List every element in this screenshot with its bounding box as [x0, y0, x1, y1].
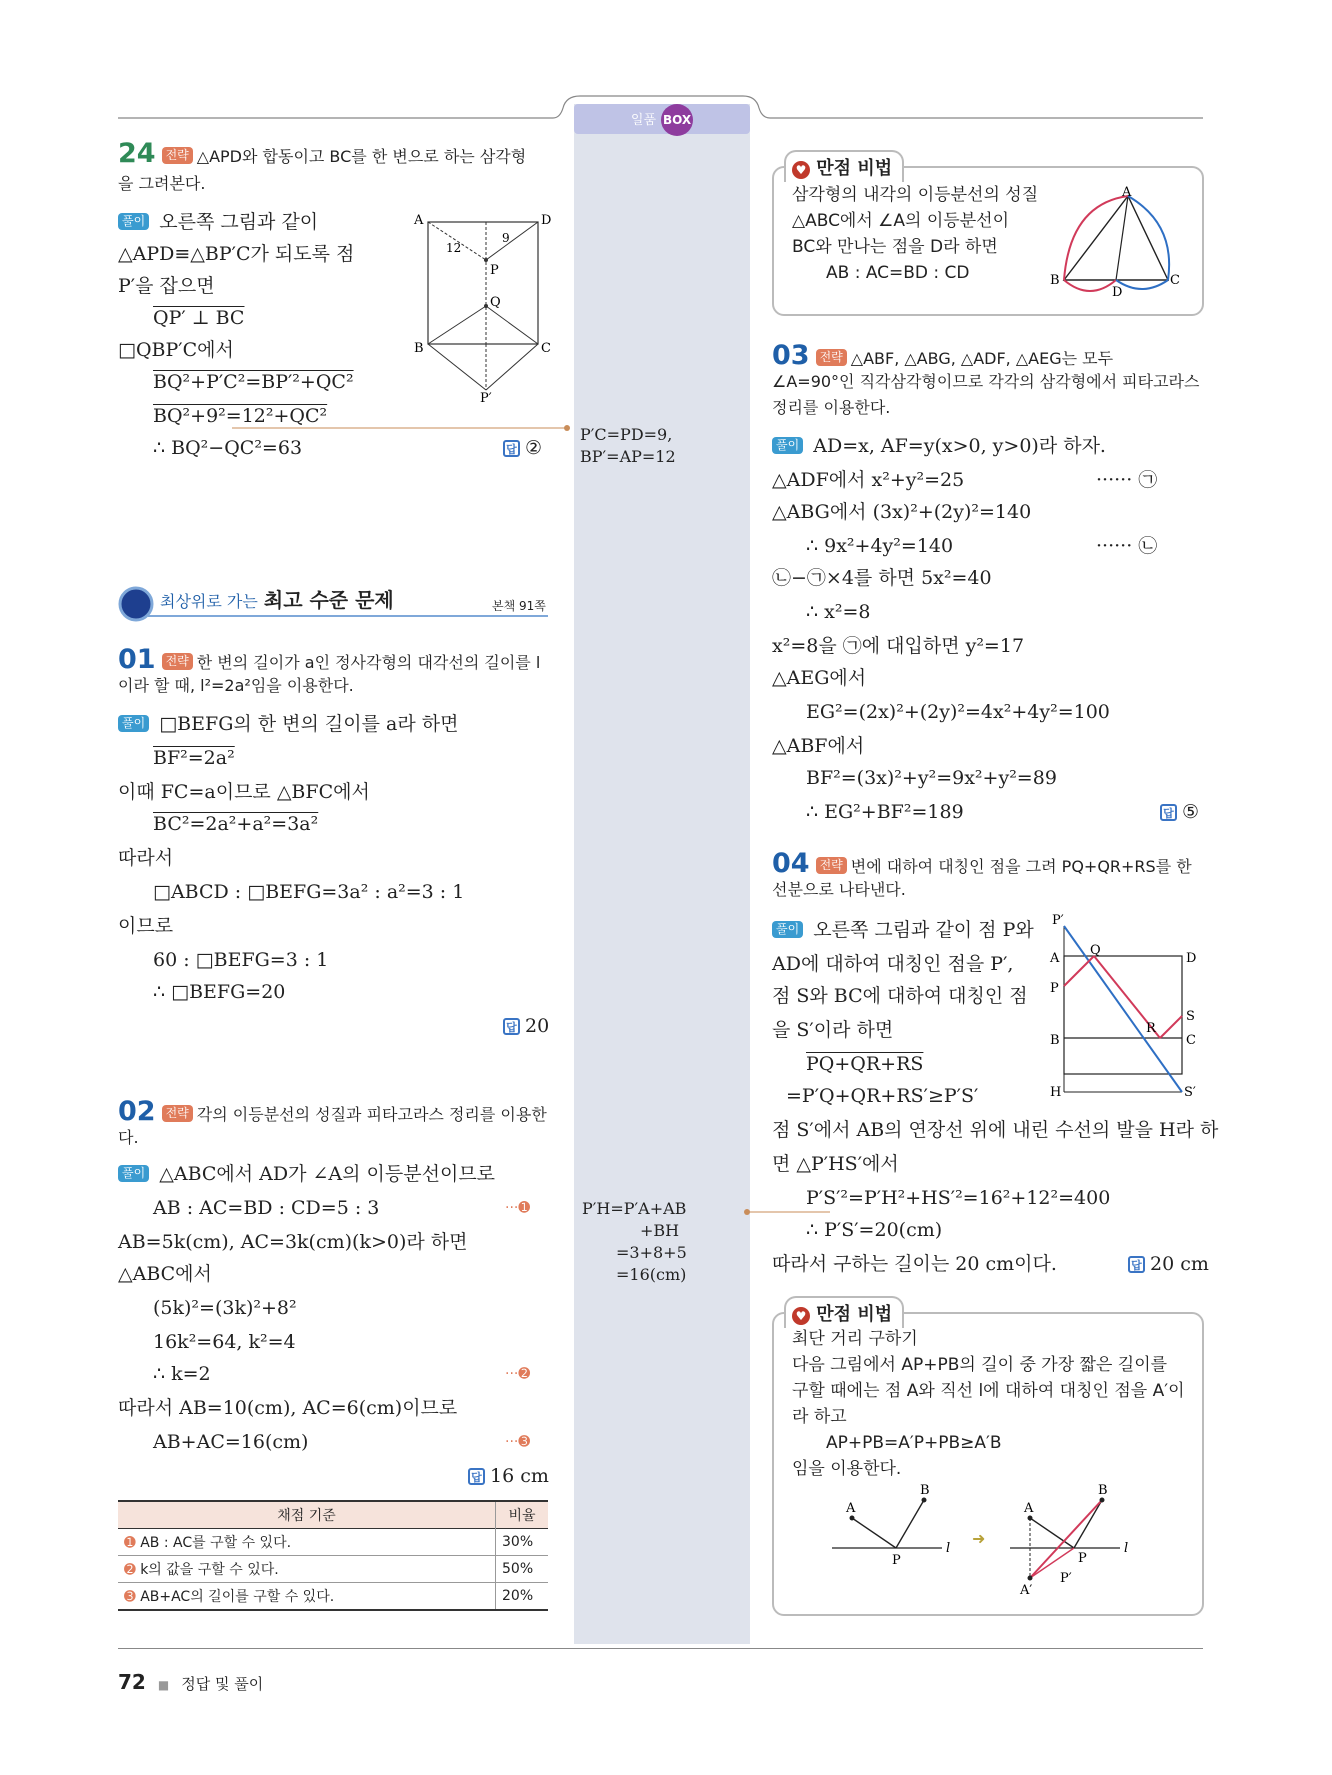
fig24-label-B: B [414, 341, 424, 356]
q02-side-note-2: +BH [640, 1221, 680, 1240]
strategy-tag: 전략 [816, 857, 847, 874]
table-text: k의 값을 구할 수 있다. [140, 1562, 279, 1578]
fig24-label-D: D [541, 213, 552, 228]
q01-line-2: BF²=2a² [153, 747, 235, 769]
q24-figure [410, 212, 552, 406]
q02-strategy-text: 각의 이등분선의 성질과 피타고라스 정리를 이용한 [196, 1105, 547, 1124]
q01-strategy-text: 한 변의 길이가 a인 정사각형의 대각선의 길이를 l [196, 653, 541, 672]
q24-line-8: ∴ BQ²−QC²=63 [153, 437, 303, 459]
fig04-label-B: B [1050, 1033, 1060, 1048]
tip1-line-2: △ABC에서 ∠A의 이등분선이 [792, 211, 1009, 231]
solution-tag: 풀이 [118, 715, 149, 732]
q04-line-6: =P′Q+QR+RS′≥P′S′ [786, 1085, 979, 1107]
fig24-label-A: A [414, 213, 424, 228]
footer [118, 1670, 263, 1697]
q01-line-6: □ABCD : □BEFG=3a² : a²=3 : 1 [153, 881, 465, 903]
q03-line-10: △ABF에서 [772, 735, 865, 757]
table-ratio: 20% [502, 1588, 534, 1604]
fig-tip2-label-P: P [892, 1553, 901, 1568]
q01-line-7: 이므로 [118, 915, 174, 937]
table-ratio: 30% [502, 1534, 534, 1550]
q04-text-1: 오른쪽 그림과 같이 점 P와 [813, 919, 1034, 941]
band-header [574, 104, 750, 134]
answer-icon: 답 [1160, 804, 1177, 821]
q24-side-note-2: BP′=AP=12 [580, 447, 676, 466]
tip-tab-1 [784, 150, 904, 182]
page-number: 72 [118, 1670, 146, 1694]
fig-tip2-label-A2: A [1024, 1501, 1034, 1516]
q24-line-4: QP′ ⊥ BC [153, 307, 245, 329]
fig-tip1-label-D: D [1112, 285, 1123, 300]
q02-mark-1: ···➊ [505, 1200, 531, 1216]
q02-strategy-2: 다. [118, 1128, 139, 1147]
q04-figure [1050, 913, 1200, 1100]
q02-answer-value: 16 cm [490, 1465, 549, 1487]
section-title-big: 최고 수준 문제 [263, 588, 394, 612]
q02-line-4: △ABC에서 [118, 1263, 212, 1285]
q02-line-9: AB+AC=16(cm) [153, 1431, 309, 1453]
q04-line-9: P′S′²=P′H²+HS′²=16²+12²=400 [806, 1187, 1111, 1209]
fig04-label-P: P [1050, 981, 1059, 996]
q03-line-12: ∴ EG²+BF²=189 [806, 801, 964, 823]
q04-answer-value: 20 cm [1150, 1253, 1209, 1275]
footer-text: 정답 및 풀이 [181, 1675, 264, 1693]
fig-tip2-label-l: l [946, 1541, 951, 1556]
fig-tip1-label-C: C [1170, 273, 1180, 288]
strategy-tag: 전략 [816, 349, 847, 366]
q01-answer-value: 20 [525, 1015, 550, 1037]
table-ratio: 50% [502, 1561, 534, 1577]
scoring-table [118, 1500, 548, 1611]
q03-line-1 [772, 434, 1106, 458]
q04-line-2: AD에 대하여 대칭인 점을 P′, [772, 953, 1014, 975]
fig04-label-Q: Q [1090, 943, 1101, 958]
q03-strategy-2: ∠A=90°인 직각삼각형이므로 각각의 삼각형에서 피타고라스 [772, 372, 1200, 391]
table-mark: ➋ [124, 1562, 136, 1578]
tip2-line-3: 구할 때에는 점 A와 직선 l에 대하여 대칭인 점을 A′이 [792, 1381, 1185, 1401]
q03-line-5: ㉡−㉠×4를 하면 5x²=40 [772, 567, 992, 589]
fig24-label-P: P [490, 263, 499, 278]
q24-line-1 [118, 210, 318, 234]
fig-tip2-label-Ap: A′ [1020, 1583, 1033, 1598]
fig04-label-Pp: P′ [1052, 913, 1064, 928]
tip2-line-1: 최단 거리 구하기 [792, 1329, 918, 1349]
fig24-label-Pp: P′ [480, 391, 492, 406]
solution-tag: 풀이 [772, 437, 803, 454]
fig04-label-R: R [1146, 1021, 1156, 1036]
table-row [118, 1583, 548, 1611]
q01-line-1 [118, 712, 458, 736]
strategy-tag: 전략 [162, 147, 193, 164]
q04-line-1 [772, 918, 1034, 942]
q02-line-5: (5k)²=(3k)²+8² [153, 1297, 297, 1319]
fig04-label-H: H [1050, 1085, 1062, 1100]
solution-tag: 풀이 [772, 921, 803, 938]
center-band [574, 104, 750, 1644]
footer-dot: ■ [157, 1678, 170, 1692]
q24-side-note-1: P′C=PD=9, [580, 425, 673, 444]
q24-strategy [118, 138, 527, 169]
answer-icon: 답 [468, 1468, 485, 1485]
tip2-figure [820, 1482, 1160, 1602]
q03-line-2: △ADF에서 x²+y²=25 [772, 469, 965, 491]
q03-line-8: △AEG에서 [772, 667, 867, 689]
table-text: AB+AC의 길이를 구할 수 있다. [140, 1589, 335, 1605]
fig04-label-Sp: S′ [1184, 1085, 1196, 1100]
fig04-label-S: S [1186, 1009, 1195, 1024]
q04-strategy-2: 선분으로 나타낸다. [772, 880, 906, 899]
q03-strategy-3: 정리를 이용한다. [772, 398, 891, 417]
tip2-line-6: 임을 이용한다. [792, 1459, 902, 1479]
q04-line-10: ∴ P′S′=20(cm) [806, 1219, 943, 1241]
q03-strategy-text: △ABF, △ABG, △ADF, △AEG는 모두 [850, 349, 1114, 368]
section-title-small: 최상위로 가는 [160, 592, 258, 611]
fig04-label-C: C [1186, 1033, 1196, 1048]
q04-answer [1128, 1252, 1209, 1276]
tip1-line-1: 삼각형의 내각의 이등분선의 성질 [792, 185, 1039, 205]
q04-line-3: 점 S와 BC에 대하여 대칭인 점 [772, 985, 1028, 1007]
q01-strategy [118, 644, 541, 675]
tip-tab-label: 만점 비법 [816, 1304, 893, 1325]
q03-mark-1: ······ ㉠ [1096, 469, 1158, 491]
arrow-right-icon: ➜ [972, 1529, 986, 1548]
tip2-line-2: 다음 그림에서 AP+PB의 길이 중 가장 짧은 길이를 [792, 1355, 1168, 1375]
tip1-figure [1050, 184, 1180, 300]
fig24-label-12: 12 [446, 241, 462, 255]
table-header-ratio: 비율 [496, 1501, 549, 1529]
q03-text-1: AD=x, AF=y(x>0, y>0)라 하자. [813, 435, 1106, 457]
tip2-line-5: AP+PB=A′P+PB≥A′B [826, 1433, 1002, 1453]
fig04-label-A: A [1050, 951, 1060, 966]
tip1-line-4: AB : AC=BD : CD [826, 263, 970, 283]
section-title [160, 588, 394, 614]
q02-side-note-4: =16(cm) [616, 1265, 687, 1284]
tip1-line-3: BC와 만나는 점을 D라 하면 [792, 237, 998, 257]
q24-strategy-text: △APD와 합동이고 BC를 한 변으로 하는 삼각형 [196, 147, 527, 166]
q04-line-5: PQ+QR+RS [806, 1053, 924, 1075]
q03-strategy [772, 340, 1114, 371]
table-mark: ➊ [124, 1535, 136, 1551]
table-row [118, 1529, 548, 1556]
q02-mark-3: ···➌ [505, 1434, 531, 1450]
q01-text-1: □BEFG의 한 변의 길이를 a라 하면 [159, 713, 459, 735]
q24-connector [232, 422, 572, 434]
q03-mark-2: ······ ㉡ [1096, 535, 1158, 557]
q04-line-7: 점 S′에서 AB의 연장선 위에 내린 수선의 발을 H라 하 [772, 1119, 1219, 1141]
q02-number: 02 [118, 1096, 156, 1127]
q24-line-7: BQ²+9²=12²+QC² [153, 405, 328, 427]
tip-tab-2 [784, 1296, 904, 1328]
q02-line-3: AB=5k(cm), AC=3k(cm)(k>0)라 하면 [118, 1231, 468, 1253]
table-row [118, 1556, 548, 1583]
table-header-criteria: 채점 기준 [118, 1501, 496, 1529]
table-text: AB : AC를 구할 수 있다. [140, 1535, 292, 1551]
answer-icon: 답 [1128, 1256, 1145, 1273]
q01-answer [503, 1014, 549, 1038]
section-ref: 본책 91쪽 [492, 599, 546, 613]
q03-number: 03 [772, 340, 810, 371]
fig24-label-C: C [541, 341, 551, 356]
q24-number: 24 [118, 138, 156, 169]
q04-strategy-text: 변에 대하여 대칭인 점을 그려 PQ+QR+RS를 한 [850, 857, 1192, 876]
q01-line-4: BC²=2a²+a²=3a² [153, 813, 319, 835]
fig-tip2-label-B: B [920, 1483, 930, 1498]
fig-tip2-label-A: A [846, 1501, 856, 1516]
answer-icon: 답 [503, 440, 520, 457]
q04-line-11: 따라서 구하는 길이는 20 cm이다. [772, 1253, 1057, 1275]
q01-line-9: ∴ □BEFG=20 [153, 981, 286, 1003]
bulb-icon: ♥ [792, 161, 810, 179]
box-badge: BOX [661, 104, 693, 136]
fig24-label-9: 9 [502, 231, 510, 245]
q03-answer [1160, 800, 1199, 824]
fig24-label-Q: Q [490, 295, 501, 310]
q01-line-3: 이때 FC=a이므로 △BFC에서 [118, 781, 370, 803]
q04-line-8: 면 △P′HS′에서 [772, 1153, 899, 1175]
solution-tag: 풀이 [118, 213, 149, 230]
bulb-icon: ♥ [792, 1307, 810, 1325]
q02-strategy [118, 1096, 547, 1127]
fig-tip2-label-B2: B [1098, 1483, 1108, 1498]
q01-line-5: 따라서 [118, 847, 174, 869]
q24-line-6: BQ²+P′C²=BP′²+QC² [153, 371, 354, 393]
fig-tip2-label-P2: P [1078, 1551, 1087, 1566]
footer-rule [118, 1648, 1203, 1649]
q03-line-3: △ABG에서 (3x)²+(2y)²=140 [772, 501, 1032, 523]
q03-line-11: BF²=(3x)²+y²=9x²+y²=89 [806, 767, 1057, 789]
q24-line-2: △APD≡△BP′C가 되도록 점 [118, 243, 355, 265]
q03-line-7: x²=8을 ㉠에 대입하면 y²=17 [772, 635, 1025, 657]
tip2-line-4: 라 하고 [792, 1407, 847, 1427]
q03-line-6: ∴ x²=8 [806, 601, 871, 623]
q02-line-1 [118, 1162, 495, 1186]
q24-line-5: □QBP′C에서 [118, 339, 234, 361]
fig-tip1-label-A: A [1122, 185, 1132, 200]
q03-line-9: EG²=(2x)²+(2y)²=4x²+4y²=100 [806, 701, 1110, 723]
q01-strategy-2: 이라 할 때, l²=2a²임을 이용한다. [118, 676, 354, 695]
fig-tip2-label-l2: l [1124, 1541, 1129, 1556]
solution-tag: 풀이 [118, 1165, 149, 1182]
q01-line-8: 60 : □BEFG=3 : 1 [153, 949, 329, 971]
q24-text-1: 오른쪽 그림과 같이 [159, 211, 319, 233]
q02-side-note-3: =3+8+5 [616, 1243, 687, 1262]
q02-text-1: △ABC에서 AD가 ∠A의 이등분선이므로 [159, 1163, 496, 1185]
q04-line-4: 을 S′이라 하면 [772, 1019, 894, 1041]
q02-line-2: AB : AC=BD : CD=5 : 3 [153, 1197, 380, 1219]
q24-strategy-2: 을 그려본다. [118, 174, 206, 193]
q02-answer [468, 1464, 549, 1488]
q02-mark-2: ···➋ [505, 1366, 531, 1382]
q03-line-4: ∴ 9x²+4y²=140 [806, 535, 954, 557]
q24-answer [503, 436, 542, 460]
table-mark: ➌ [124, 1589, 136, 1605]
strategy-tag: 전략 [162, 1105, 193, 1122]
q24-answer-value: ② [525, 437, 543, 459]
q02-line-7: ∴ k=2 [153, 1363, 211, 1385]
q03-answer-value: ⑤ [1182, 801, 1200, 823]
band-label: 일품 [630, 113, 657, 128]
q01-number: 01 [118, 644, 156, 675]
answer-icon: 답 [503, 1018, 520, 1035]
fig-tip1-label-B: B [1050, 273, 1060, 288]
fig04-label-D: D [1186, 951, 1197, 966]
tip-tab-label: 만점 비법 [816, 158, 893, 179]
q02-side-note-1: P′H=P′A+AB [582, 1199, 687, 1218]
q02-line-8: 따라서 AB=10(cm), AC=6(cm)이므로 [118, 1397, 458, 1419]
q02-line-6: 16k²=64, k²=4 [153, 1331, 296, 1353]
q24-line-3: P′을 잡으면 [118, 275, 215, 297]
fig-tip2-label-Pp: P′ [1060, 1571, 1072, 1586]
q04-strategy [772, 848, 1192, 879]
q04-number: 04 [772, 848, 810, 879]
strategy-tag: 전략 [162, 653, 193, 670]
